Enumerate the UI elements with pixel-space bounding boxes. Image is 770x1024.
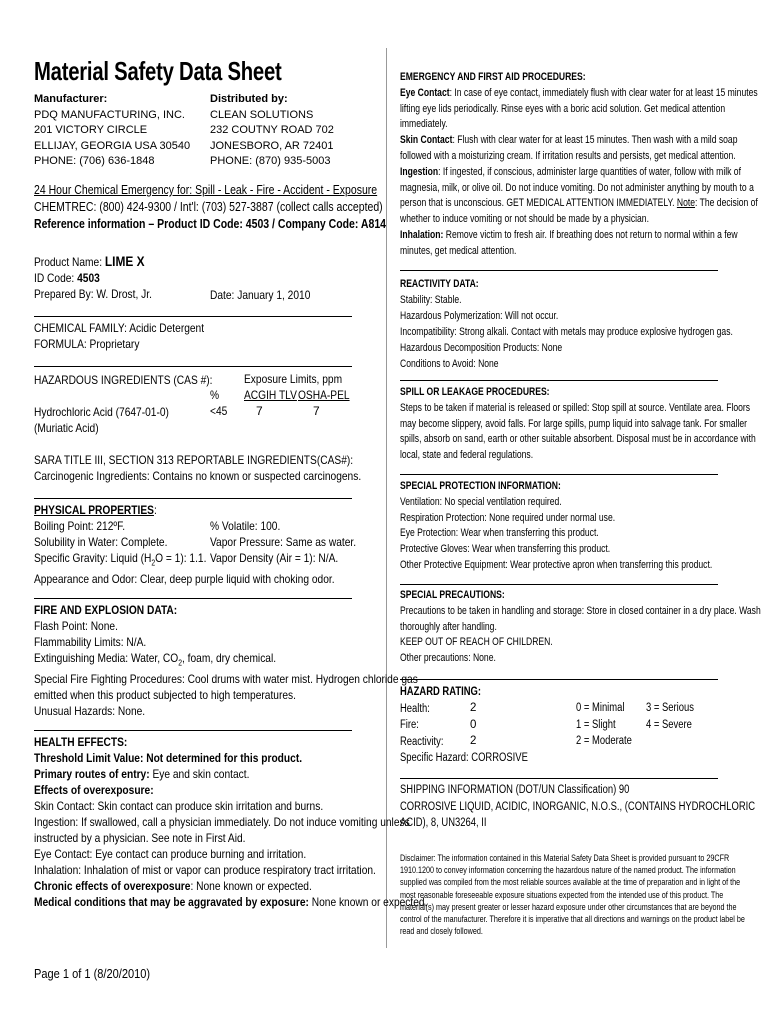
divider [400,270,718,271]
shipping-line: ACID), 8, UN3264, II [400,817,487,829]
ingestion-text: : The decision of [695,197,758,210]
disclaimer-line: 1910.1200 to convey information concerning the hazardous nature of the named product. The information [400,865,736,876]
flammability: Flammability Limits: N/A. [34,635,147,649]
shipping-line: CORROSIVE LIQUID, ACIDIC, INORGANIC, N.O.S., (CONTAINS HYDROCHLORIC [400,800,756,813]
extinguishing-media-subscript: 2 [178,658,182,668]
divider [400,778,718,779]
routes-value: Eye and skin contact. [149,767,250,781]
hazard-key: 2 = Moderate [576,735,632,747]
eye-contact-label: Eye Contact [400,86,450,99]
exposure-header: Exposure Limits, ppm [244,372,343,386]
chemtrec-line: CHEMTREC: (800) 424-9300 / Int'l: (703) 527-3887 (collect calls accepted) [34,200,383,214]
ingestion-text: : If ingested, if conscious, administer large quantities of water, follow with milk of [438,165,741,178]
solubility: Solubility in Water: Complete. [34,535,168,549]
hazard-health-label: Health: [400,702,430,715]
disclaimer-line: material(s) may present greater or lesser hazard exposure under other circumstances that are beyond the [400,901,737,912]
spill-line: Steps to be taken if material is released or spilled: Stop spill at source. Ventilate area. Floors [400,401,751,414]
chemical-formula: FORMULA: Proprietary [34,337,140,351]
manufacturer-phone: PHONE: (706) 636-1848 [34,155,155,167]
protection-line: Eye Protection: Wear when transferring this product. [400,527,599,540]
precautions-block [400,588,761,667]
flash-point: Flash Point: None. [34,619,118,633]
reactivity-line: Incompatibility: Strong alkali. Contact with metals may produce explosive hydrogen gas. [400,326,733,338]
hazard-header: HAZARD RATING: [400,686,482,698]
chemical-block [34,320,204,352]
distributor-line: JONESBORO, AR 72401 [210,139,334,152]
ingredients-label: HAZARDOUS INGREDIENTS (CAS #): [34,373,213,387]
eye-contact-text: lifting eye lids periodically. Rinse eyes with a boric acid solution. Get medical attention [400,102,726,115]
protection-header: SPECIAL PROTECTION INFORMATION: [400,480,561,492]
health-block [34,734,427,910]
hazard-reactivity-label: Reactivity: [400,735,444,748]
precautions-line: thoroughly after handling. [400,620,497,633]
divider [400,584,718,585]
eye-contact-text: : In case of eye contact, immediately flush with clear water for at least 15 minutes [449,86,758,99]
reactivity-line: Stability: Stable. [400,294,462,306]
manufacturer-line: 201 VICTORY CIRCLE [34,124,148,136]
divider [400,474,718,475]
eye-contact-text: immediately. [400,118,448,131]
protection-line: Respiration Protection: None required under normal use. [400,511,616,524]
physical-header: PHYSICAL PROPERTIES [34,503,154,517]
product-name-label: Product Name: [34,255,103,269]
document-title: Material Safety Data Sheet [34,56,282,86]
hazard-key-right [646,700,694,733]
precautions-header: SPECIAL PRECAUTIONS: [400,589,505,601]
distributor-block [210,92,380,170]
reactivity-line: Hazardous Decomposition Products: None [400,342,563,354]
hazard-health-value: 2 [470,702,477,714]
inhalation-text: Remove victim to fresh air. If breathing does not return to normal within a few [443,228,738,241]
spill-block [400,385,756,464]
vapor-pressure: Vapor Pressure: Same as water. [210,535,357,549]
extinguishing-media-text: Extinguishing Media: Water, CO [34,651,179,665]
carcinogenic-info: Carcinogenic Ingredients: Contains no known or suspected carcinogens. [34,469,362,483]
distributor-label: Distributed by: [210,93,288,105]
reactivity-header: REACTIVITY DATA: [400,278,479,290]
manufacturer-line: ELLIJAY, GEORGIA USA 30540 [34,139,191,152]
protection-block [400,479,712,574]
hazard-key: 3 = Serious [646,702,694,714]
manufacturer-block [34,92,214,170]
chemical-family: CHEMICAL FAMILY: Acidic Detergent [34,321,205,335]
sara-title: SARA TITLE III, SECTION 313 REPORTABLE INGREDIENTS(CAS#): [34,453,354,467]
physical-block-right [210,518,356,566]
divider [34,498,352,499]
ingredient-name: Hydrochloric Acid (7647-01-0) [34,405,169,419]
threshold-limit: Threshold Limit Value: Not determined for this product. [34,751,303,765]
disclaimer-line: Disclaimer: The information contained in this Material Safety Data Sheet is provided pursuant to 29CFR [400,853,730,863]
ingestion-text: magnesia, milk, or olive oil. Do not induce vomiting. Do not administer anything by mouth to a [400,181,754,194]
shipping-block [400,782,755,832]
hazard-key: 1 = Slight [576,718,616,731]
acgih-header: ACGIH TLV [244,388,297,402]
fire-procedures-cont: emitted when this product subjected to high temperatures. [34,688,296,703]
emergency-line: 24 Hour Chemical Emergency for: Spill - Leak - Fire - Accident - Exposure [34,183,378,197]
first-aid-header: EMERGENCY AND FIRST AID PROCEDURES: [400,71,586,83]
product-date: Date: January 1, 2010 [210,288,311,302]
ingredient-acgih: 7 [256,404,263,418]
precautions-line: Precautions to be taken in handling and storage: Store in closed container in a dry place. Wash [400,604,761,617]
manufacturer-label: Manufacturer: [34,93,108,105]
physical-header-colon: : [153,503,157,517]
hazard-fire-value: 0 [470,718,477,731]
distributor-line: 232 COUTNY ROAD 702 [210,124,334,136]
skin-contact-text: : Flush with clear water for at least 15 minutes. Then wash with a mild soap [452,134,738,147]
disclaimer-line: most reasonable foreseeable exposure situations expected from the intended use of this product. The [400,889,724,900]
id-code-label: ID Code: [34,271,75,285]
chronic-value: : None known or expected. [190,879,312,893]
divider [400,380,718,381]
manufacturer-line: PDQ MANUFACTURING, INC. [34,108,185,121]
spill-line: may become slippery, avoid falls. For large spills, pump liquid into salvage tank. For smaller [400,417,748,430]
ingredient-alias: (Muriatic Acid) [34,421,99,435]
fire-block [34,602,418,719]
reactivity-line: Hazardous Polymerization: Will not occur. [400,310,559,322]
ingredient-row [34,404,169,436]
first-aid-block [400,70,758,260]
distributor-line: CLEAN SOLUTIONS [210,108,314,121]
medical-label: Medical conditions that may be aggravated by exposure: [34,895,309,909]
ingredients-header [34,372,213,388]
effects-label: Effects of overexposure: [34,783,154,797]
inhalation-text: minutes, get medical attention. [400,244,517,257]
reactivity-line: Conditions to Avoid: None [400,358,499,370]
extinguishing-media [34,650,418,671]
ingredient-percent: <45 [210,404,228,418]
prepared-by: Prepared By: W. Drost, Jr. [34,287,152,301]
appearance: Appearance and Odor: Clear, deep purple liquid with choking odor. [34,572,335,587]
precautions-line: Other precautions: None. [400,652,496,665]
ingestion-label: Ingestion [400,165,439,178]
unusual-hazards: Unusual Hazards: None. [34,704,146,719]
eye-effect: Eye Contact: Eye contact can produce burning and irritation. [34,847,307,861]
spill-line: spills, absorb on sand, earth or other suitable absorbent. Disposal must be in accordance with [400,433,756,446]
hazard-values [470,700,476,750]
divider [34,730,352,731]
hazard-key-left [576,700,632,750]
fire-header: FIRE AND EXPLOSION DATA: [34,603,178,617]
inhalation-label: Inhalation: [400,228,444,241]
routes-label: Primary routes of entry: [34,767,150,781]
boiling-point: Boiling Point: 212ºF. [34,519,126,533]
specific-gravity-value: O = 1): 1.1. [155,551,207,565]
reference-line: Reference information – Product ID Code: 4503 / Company Code: A814 [34,217,387,231]
hazard-key: 0 = Minimal [576,702,625,714]
ingestion-effect: Ingestion: If swallowed, call a physician immediately. Do not induce vomiting unless [34,815,410,829]
hazard-labels [400,684,528,767]
inhalation-effect: Inhalation: Inhalation of mist or vapor can produce respiratory tract irritation. [34,863,376,877]
specific-hazard: Specific Hazard: CORROSIVE [400,752,528,764]
divider [400,679,718,680]
specific-gravity-text: Specific Gravity: Liquid (H [34,551,152,565]
protection-line: Protective Gloves: Wear when transferring this product. [400,543,611,556]
divider [34,316,352,317]
hazard-reactivity-value: 2 [470,735,477,747]
sara-block [34,452,361,484]
skin-contact-label: Skin Contact [400,134,453,147]
vapor-density: Vapor Density (Air = 1): N/A. [210,551,339,565]
ingestion-text: whether to induce vomiting or not should be made by a physician. [400,213,649,226]
ingestion-note: Note [676,197,696,210]
precautions-line: KEEP OUT OF REACH OF CHILDREN. [400,636,553,649]
skin-contact-text: followed with a moisturizing cream. If irritation results and persists, get medical attention. [400,149,736,162]
reactivity-block [400,276,733,372]
skin-effect: Skin Contact: Skin contact can produce skin irritation and burns. [34,799,324,813]
extinguishing-media-rest: , foam, dry chemical. [181,651,277,665]
protection-line: Other Protective Equipment: Wear protective apron when transferring this product. [400,558,713,571]
spill-line: local, state and federal regulations. [400,449,534,462]
disclaimer-line: control of the manufacturer. Therefore it is imperative that all directions and warnings on the product label be [400,914,745,925]
disclaimer-block [400,852,745,937]
ingestion-effect-cont: instructed by a physician. See note in First Aid. [34,831,246,845]
osha-header: OSHA-PEL [298,388,350,402]
product-block [34,253,152,302]
specific-gravity-subscript: 2 [151,558,156,568]
ingestion-text: person that is unconscious. GET MEDICAL ATTENTION IMMEDIATELY. [400,197,677,210]
emergency-block [34,182,386,233]
protection-line: Ventilation: No special ventilation required. [400,495,562,508]
disclaimer-line: read and closely followed. [400,926,483,937]
chronic-label: Chronic effects of overexposure [34,879,191,893]
id-code: 4503 [77,271,100,285]
fire-procedures: Special Fire Fighting Procedures: Cool drums with water mist. Hydrogen chloride gas [34,672,418,687]
hazard-fire-label: Fire: [400,719,419,731]
health-header: HEALTH EFFECTS: [34,735,128,749]
distributor-phone: PHONE: (870) 935-5003 [210,155,331,167]
divider [34,366,352,367]
shipping-header: SHIPPING INFORMATION (DOT/UN Classification) 90 [400,784,630,796]
ingredient-osha: 7 [313,404,320,418]
spill-header: SPILL OR LEAKAGE PROCEDURES: [400,386,550,398]
percent-header: % [210,388,220,402]
disclaimer-line: supplied was compiled from the most reliable sources available at the time of preparation and in light of the [400,877,741,888]
divider [34,598,352,599]
product-name: LIME X [104,253,145,269]
page-footer: Page 1 of 1 (8/20/2010) [34,966,151,981]
medical-value: None known or expected. [308,895,428,909]
volatile: % Volatile: 100. [210,519,281,533]
hazard-key: 4 = Severe [646,718,692,731]
